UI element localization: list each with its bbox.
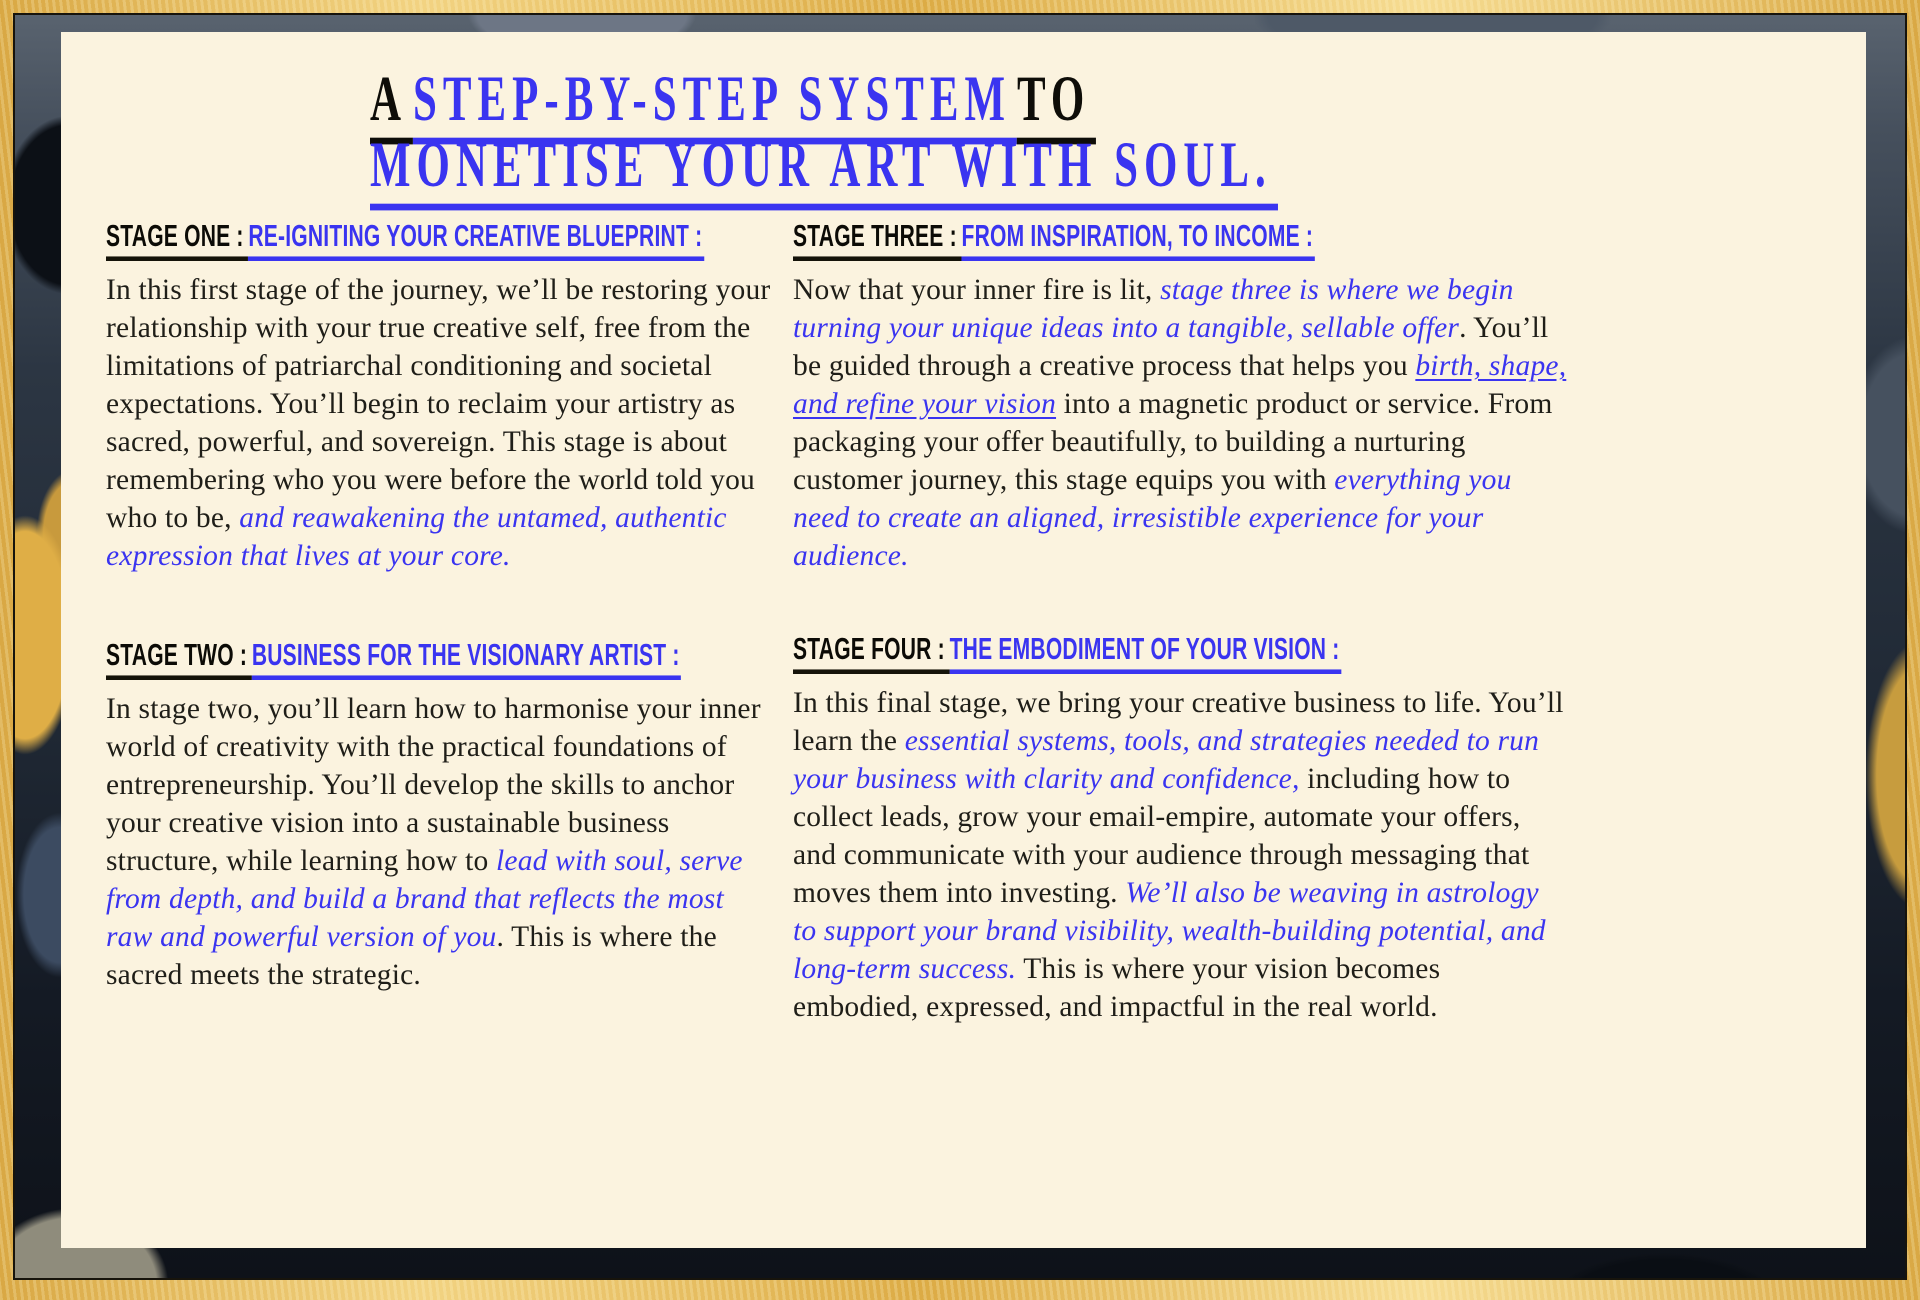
stage-four-accent-1: essential systems, tools, and strategies needed to run your business with clarity and confidence, <box>793 725 1540 795</box>
stage-three-text-3: into a magnetic product or service. From packaging your offer beautifully, to building a nurturing customer journey, this stage equips you with <box>793 388 1553 496</box>
stage-four-label: STAGE FOUR : <box>793 634 950 674</box>
stage-two-body <box>106 690 771 994</box>
title-word-a: A <box>370 66 413 144</box>
stage-three-accent-2: everything you need to create an aligned, irresistible experience for your audience. <box>793 464 1512 572</box>
title-phrase: STEP-BY-STEP SYSTEM <box>413 66 1017 144</box>
stage-one-accent: and reawakening the untamed, authentic expression that lives at your core. <box>106 502 727 572</box>
stage-three-text-2: . You’ll be guided through a creative process that helps you <box>793 312 1549 382</box>
content-panel <box>61 32 1866 1248</box>
stage-two-text-2: . This is where the sacred meets the strategic. <box>106 921 717 991</box>
stage-one-label: STAGE ONE : <box>106 221 248 261</box>
stage-three-label: STAGE THREE : <box>793 221 962 261</box>
stage-two-text-1: In stage two, you’ll learn how to harmonise your inner world of creativity with the practical foundations of entrepreneurship. You’ll develop the skills to anchor your creative vision into a sustainable business structure, while learning how to <box>106 693 761 877</box>
stages-grid <box>106 218 1826 1026</box>
title-word-to: TO <box>1017 66 1096 144</box>
stage-one-heading <box>106 218 771 261</box>
stage-three-accent-1: stage three is where we begin turning your unique ideas into a tangible, sellable offer <box>793 274 1514 344</box>
background-artwork <box>13 13 1907 1280</box>
stage-four-heading <box>793 631 1568 674</box>
stage-four-section <box>793 631 1568 1026</box>
stage-one-title: RE-IGNITING YOUR CREATIVE BLUEPRINT : <box>248 221 704 261</box>
stage-two-section <box>106 637 771 1026</box>
stage-two-label: STAGE TWO : <box>106 640 252 680</box>
stage-four-accent-2: We’ll also be weaving in astrology to support your brand visibility, wealth-building potential, and long-term success. <box>793 877 1546 985</box>
stage-three-section <box>793 218 1568 575</box>
stage-three-body <box>793 271 1568 575</box>
title-line-1 <box>370 61 1826 135</box>
stage-two-accent: lead with soul, serve from depth, and build a brand that reflects the most raw and powerful version of you <box>106 845 743 953</box>
stage-one-section <box>106 218 771 575</box>
stage-four-title: THE EMBODIMENT OF YOUR VISION : <box>950 634 1341 674</box>
stage-one-text: In this first stage of the journey, we’ll be restoring your relationship with your true creative self, free from the limitations of patriarchal conditioning and societal expectations. You’ll begin to reclaim your artistry as sacred, powerful, and sovereign. This stage is about remembering who you were before the world told you who to be, <box>106 274 771 534</box>
stage-three-accent-underlined: birth, shape, and refine your vision <box>793 350 1567 420</box>
stage-three-text-1: Now that your inner fire is lit, <box>793 274 1161 306</box>
page-title <box>370 61 1826 201</box>
stage-four-text-1: In this final stage, we bring your creative business to life. You’ll learn the <box>793 687 1564 757</box>
title-line-2 <box>370 127 1826 201</box>
stage-two-heading <box>106 637 771 680</box>
stage-three-heading <box>793 218 1568 261</box>
stage-two-title: BUSINESS FOR THE VISIONARY ARTIST : <box>252 640 681 680</box>
stage-four-text-2: including how to collect leads, grow your email-empire, automate your offers, and communicate with your audience through messaging that moves them into investing. <box>793 763 1530 909</box>
stage-one-body <box>106 271 771 575</box>
stage-three-title: FROM INSPIRATION, TO INCOME : <box>962 221 1315 261</box>
stage-four-body <box>793 684 1568 1026</box>
stage-four-text-3: This is where your vision becomes embodied, expressed, and impactful in the real world. <box>793 953 1441 1023</box>
title-line2-text: MONETISE YOUR ART WITH SOUL. <box>370 132 1278 210</box>
